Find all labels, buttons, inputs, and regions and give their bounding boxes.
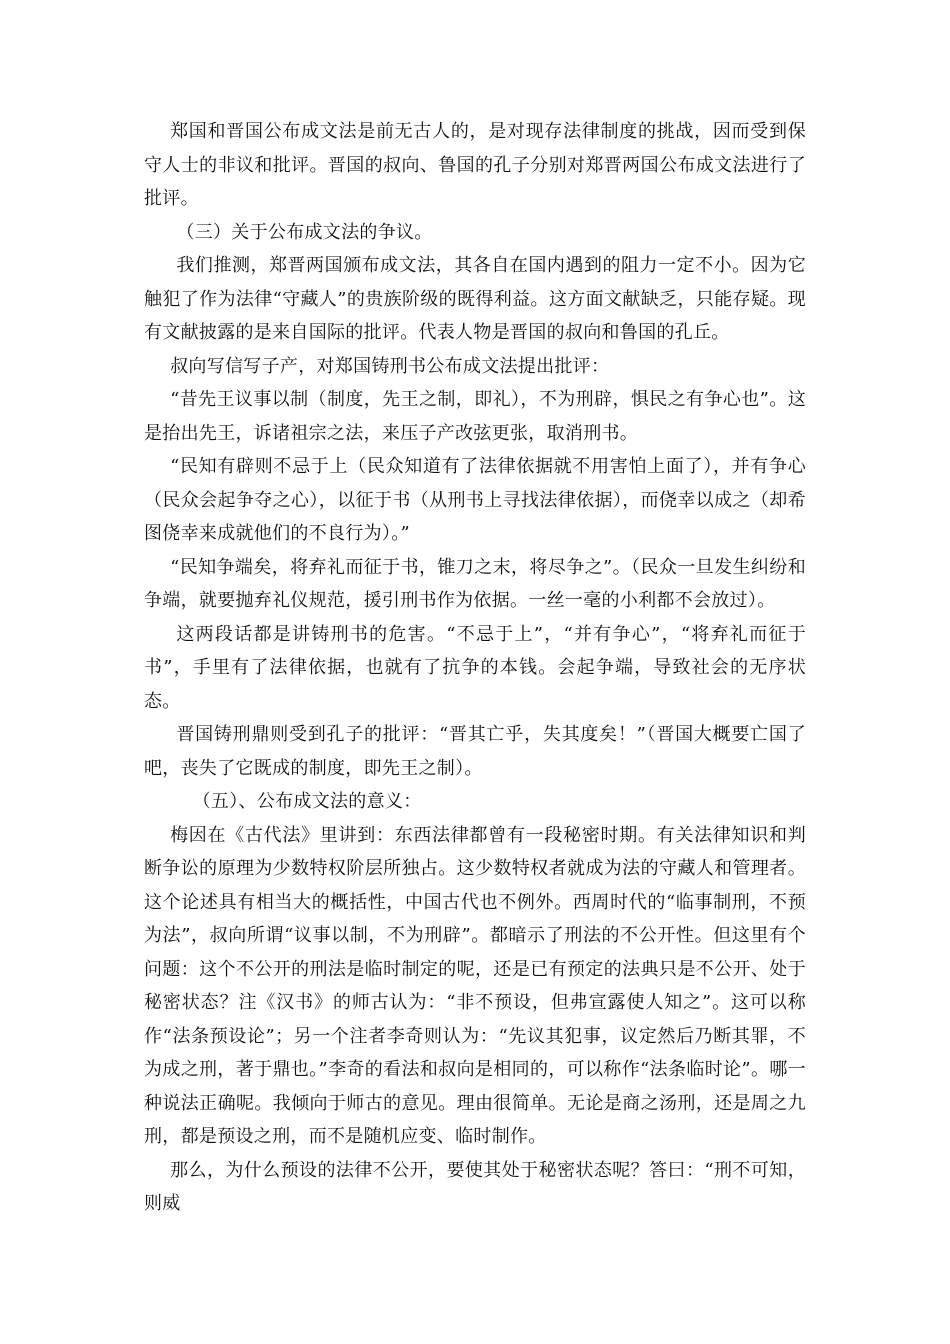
paragraph-1: 郑国和晋国公布成文法是前无古人的，是对现存法律制度的挑战，因而受到保守人士的非议和批评。晋国的叔向、鲁国的孔子分别对郑晋两国公布成文法进行了批评。: [144, 121, 806, 209]
paragraph-3: 叔向写信写子产，对郑国铸刑书公布成文法提出批评：: [170, 355, 610, 377]
quote-3: “民知争端矣，将弃礼而征于书，锥刀之末，将尽争之”。（民众一旦发生纠纷和争端，就要抛弃礼仪规范，援引刑书作为依据。一丝一毫的小利都不会放过）。: [144, 556, 806, 611]
quote-1: “昔先王议事以制（制度，先王之制，即礼），不为刑辟，惧民之有争心也”。这是抬出先王，诉诸祖宗之法，来压子产改弦更张，取消刑书。: [144, 389, 806, 444]
paragraph-5: 晋国铸刑鼎则受到孔子的批评：“晋其亡乎，失其度矣！”（晋国大概要亡国了吧，丧失了它既成的制度，即先王之制）。: [144, 724, 806, 779]
quote-2: “民知有辟则不忌于上（民众知道有了法律依据就不用害怕上面了），并有争心（民众会起争夺之心），以征于书（从刑书上寻找法律依据），而侥幸以成之（却希图侥幸来成就他们的不良行为）。”: [144, 456, 806, 544]
paragraph-7: 那么，为什么预设的法律不公开，要使其处于秘密状态呢？答曰：“刑不可知，则威: [144, 1159, 806, 1214]
section-heading-5: （五）、公布成文法的意义：: [192, 791, 422, 812]
document-body: [144, 115, 806, 1221]
section-heading-3: （三）关于公布成文法的争议。: [176, 221, 433, 243]
paragraph-6: 梅因在《古代法》里讲到：东西法律都曾有一段秘密时期。有关法律知识和判断争讼的原理为少数特权阶层所独占。这少数特权者就成为法的守藏人和管理者。这个论述具有相当大的概括性，中国古代也不例外。西周时代的“临事制刑，不预为法”，叔向所谓“议事以制，不为刑辟”。都暗示了刑法的不公开性。但这里有个问题：这个不公开的刑法是临时制定的呢，还是已有预定的法典只是不公开、处于秘密状态？注《汉书》的师古认为：“非不预设，但弗宣露使人知之”。这可以称作“法条预设论”；另一个注者李奇则认为：“先议其犯事，议定然后乃断其罪，不为成之刑，著于鼎也。”李奇的看法和叔向是相同的，可以称作“法条临时论”。哪一种说法正确呢。我倾向于师古的意见。理由很简单。无论是商之汤刑，还是周之九刑，都是预设之刑，而不是随机应变、临时制作。: [144, 824, 806, 1147]
paragraph-4: 这两段话都是讲铸刑书的危害。“不忌于上”，“并有争心”，“将弃礼而征于书”，手里有了法律依据，也就有了抗争的本钱。会起争端，导致社会的无序状态。: [144, 623, 806, 712]
paragraph-2: 我们推测，郑晋两国颁布成文法，其各自在国内遇到的阻力一定不小。因为它触犯了作为法律“守藏人”的贵族阶级的既得利益。这方面文献缺乏，只能存疑。现有文献披露的是来自国际的批评。代表人物是晋国的叔向和鲁国的孔丘。: [144, 255, 806, 343]
